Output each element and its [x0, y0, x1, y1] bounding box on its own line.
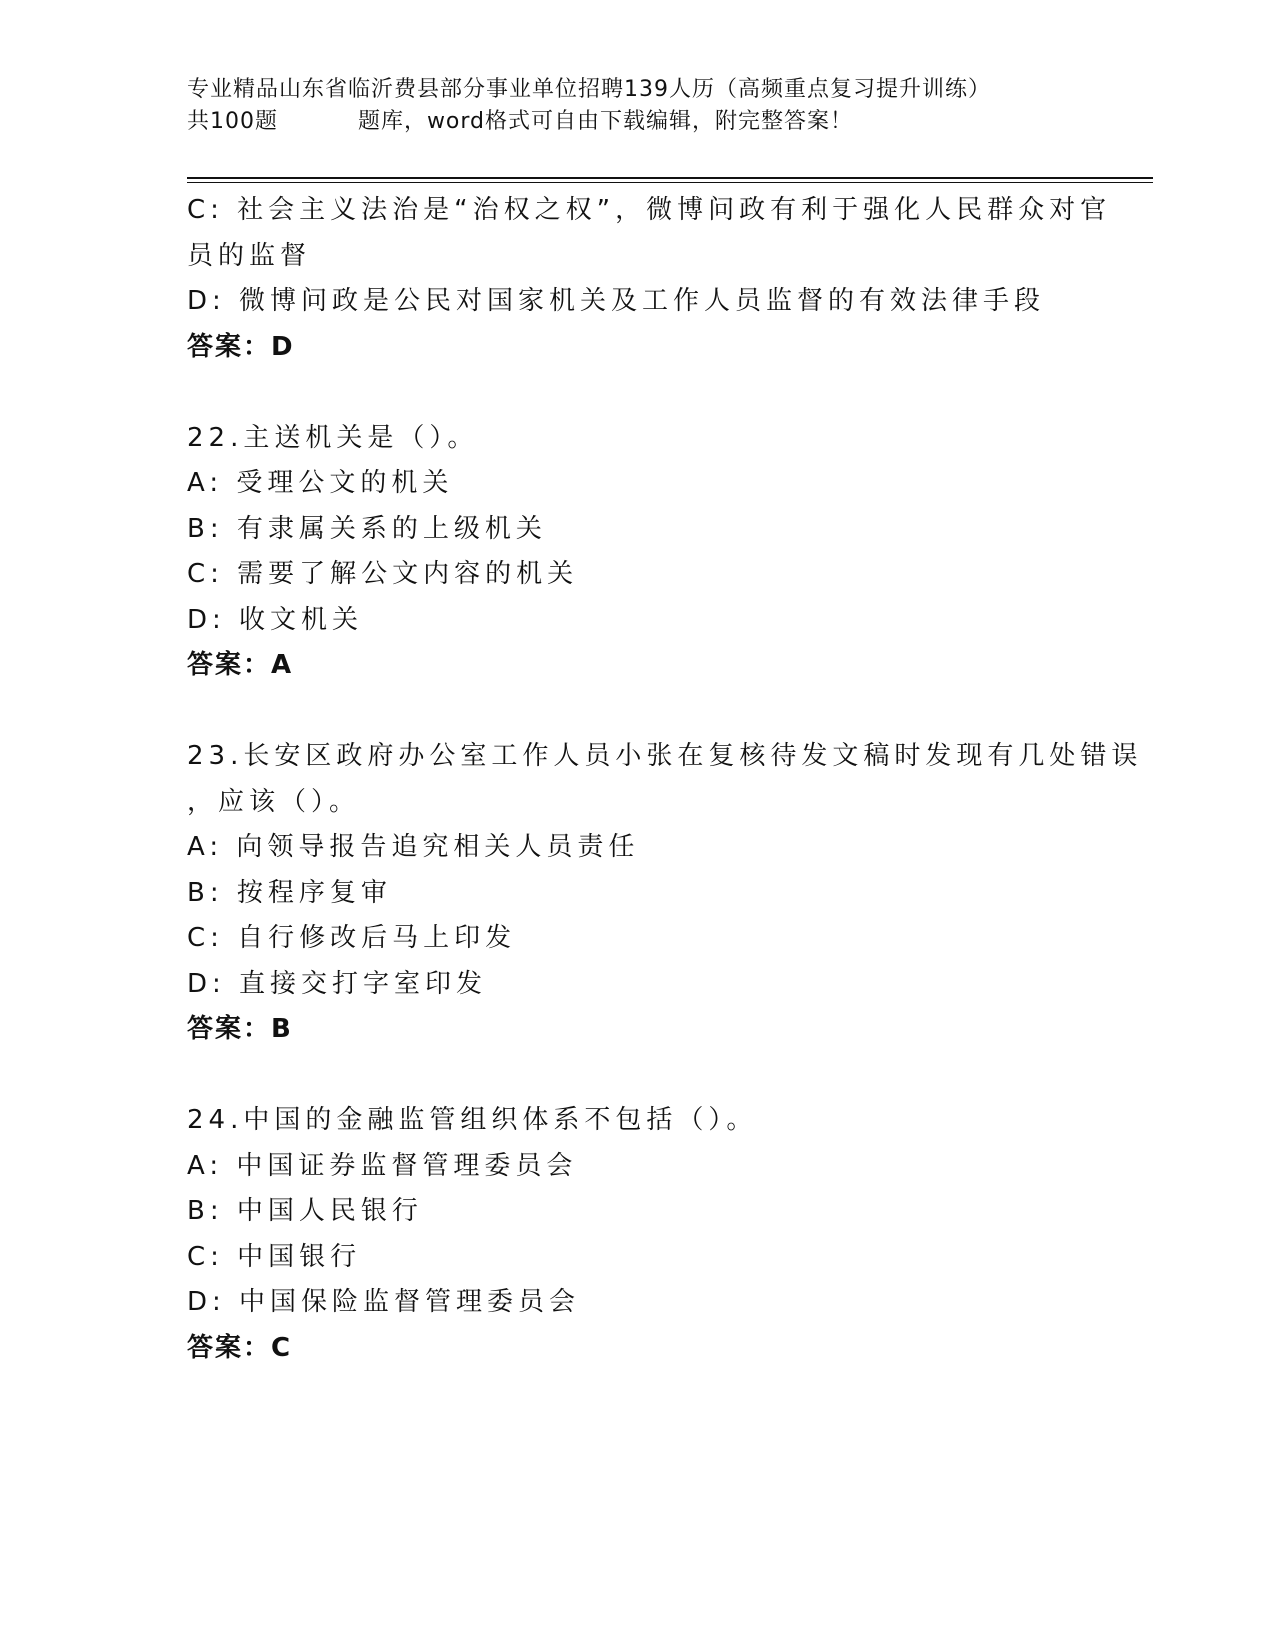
- spacer: [187, 689, 1077, 735]
- page-header: [187, 74, 1087, 138]
- option-c: C: 社会主义法治是“治权之权”，微博问政有利于强化人民群众对官: [187, 195, 1112, 225]
- question-stem: 23.长安区政府办公室工作人员小张在复核待发文稿时发现有几处错误: [187, 741, 1143, 771]
- header-divider-thick: [187, 177, 1153, 179]
- option-d: D: 微博问政是公民对国家机关及工作人员监督的有效法律手段: [187, 286, 1046, 316]
- option-d: D: 中国保险监督管理委员会: [187, 1287, 581, 1317]
- question-stem-continued: ，应该（）。: [187, 786, 361, 817]
- question-24: [187, 1098, 1077, 1371]
- option-c: C: 需要了解公文内容的机关: [187, 559, 579, 589]
- option-c-continued: 员的监督: [187, 240, 312, 271]
- header-question-count: 共100题: [187, 109, 278, 134]
- header-title-line: 专业精品山东省临沂费县部分事业单位招聘139人历（高频重点复习提升训练）: [187, 77, 991, 102]
- header-subtitle-line: [187, 106, 1087, 138]
- question-stem: 24.中国的金融监管组织体系不包括（）。: [187, 1105, 758, 1135]
- option-d: D: 收文机关: [187, 604, 364, 635]
- option-b: B: 按程序复审: [187, 877, 392, 908]
- question-stem: 22.主送机关是（）。: [187, 422, 479, 453]
- spacer: [187, 1053, 1077, 1099]
- question-21-continued: [187, 188, 1112, 370]
- option-a: A: 向领导报告追究相关人员责任: [187, 832, 640, 862]
- question-23: [187, 734, 1143, 1053]
- question-content: [187, 188, 1143, 1371]
- header-description: 题库，word格式可自由下载编辑，附完整答案！: [357, 109, 854, 134]
- option-a: A: 受理公文的机关: [187, 468, 454, 498]
- option-c: C: 自行修改后马上印发: [187, 923, 517, 953]
- answer-label: 答案：A: [187, 650, 294, 680]
- answer-label: 答案：D: [187, 331, 295, 362]
- option-b: B: 有隶属关系的上级机关: [187, 513, 547, 544]
- answer-label: 答案：C: [187, 1332, 293, 1363]
- option-c: C: 中国银行: [187, 1241, 362, 1272]
- option-b: B: 中国人民银行: [187, 1196, 423, 1226]
- question-22: [187, 416, 1077, 689]
- option-d: D: 直接交打字室印发: [187, 968, 488, 999]
- option-a: A: 中国证券监督管理委员会: [187, 1150, 578, 1181]
- answer-label: 答案：B: [187, 1014, 293, 1044]
- header-divider-thin: [187, 182, 1153, 183]
- spacer: [187, 370, 1077, 416]
